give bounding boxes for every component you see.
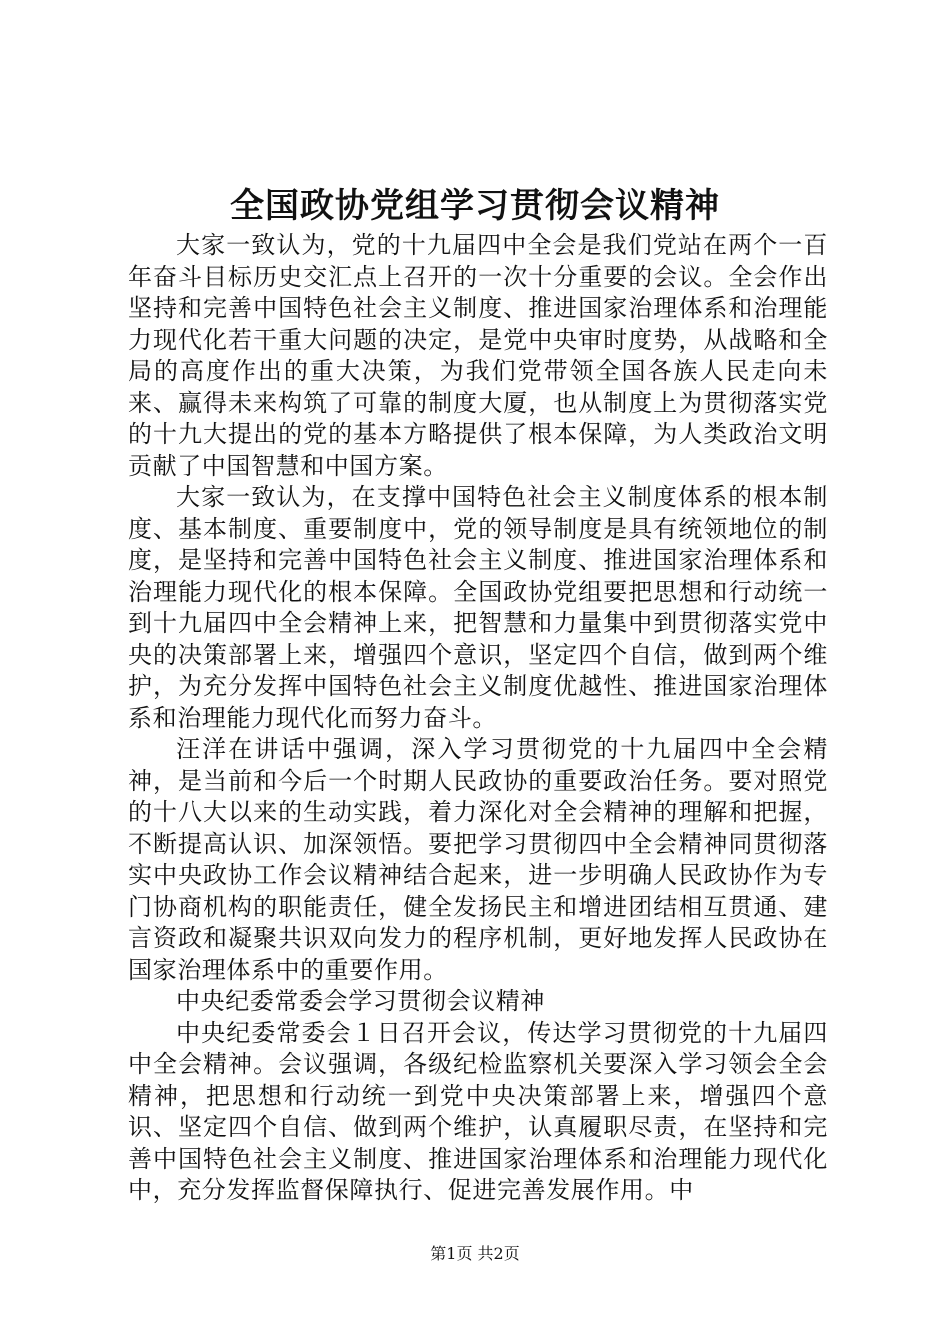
- page-footer: 第1页 共2页: [430, 1244, 520, 1263]
- paragraph: 中央纪委常委会１日召开会议，传达学习贯彻党的十九届四中全会精神。会议强调，各级纪检监察机关要深入学习领会全会精神，把思想和行动统一到党中央决策部署上来，增强四个意识、坚定四个自信、做到两个维护，认真履职尽责，在坚持和完善中国特色社会主义制度、推进国家治理体系和治理能力现代化中，充分发挥监督保障执行、促进完善发展作用。中: [128, 1018, 828, 1204]
- document-body: [128, 230, 828, 1207]
- paragraph: 大家一致认为，党的十九届四中全会是我们党站在两个一百年奋斗目标历史交汇点上召开的一次十分重要的会议。全会作出坚持和完善中国特色社会主义制度、推进国家治理体系和治理能力现代化若干重大问题的决定，是党中央审时度势，从战略和全局的高度作出的重大决策，为我们党带领全国各族人民走向未来、赢得未来构筑了可靠的制度大厦，也从制度上为贯彻落实党的十九大提出的党的基本方略提供了根本保障，为人类政治文明贡献了中国智慧和中国方案。: [128, 231, 828, 480]
- paragraph: 大家一致认为，在支撑中国特色社会主义制度体系的根本制度、基本制度、重要制度中，党的领导制度是具有统领地位的制度，是坚持和完善中国特色社会主义制度、推进国家治理体系和治理能力现代化的根本保障。全国政协党组要把思想和行动统一到十九届四中全会精神上来，把智慧和力量集中到贯彻落实党中央的决策部署上来，增强四个意识，坚定四个自信，做到两个维护，为充分发挥中国特色社会主义制度优越性、推进国家治理体系和治理能力现代化而努力奋斗。: [128, 483, 828, 732]
- document-title: 全国政协党组学习贯彻会议精神: [230, 186, 720, 226]
- paragraph: 汪洋在讲话中强调，深入学习贯彻党的十九届四中全会精神，是当前和今后一个时期人民政协的重要政治任务。要对照党的十八大以来的生动实践，着力深化对全会精神的理解和把握，不断提高认识、加深领悟。要把学习贯彻四中全会精神同贯彻落实中央政协工作会议精神结合起来，进一步明确人民政协作为专门协商机构的职能责任，健全发扬民主和增进团结相互贯通、建言资政和凝聚共识双向发力的程序机制，更好地发挥人民政协在国家治理体系中的重要作用。: [128, 735, 828, 984]
- section-heading: 中央纪委常委会学习贯彻会议精神: [176, 987, 545, 1015]
